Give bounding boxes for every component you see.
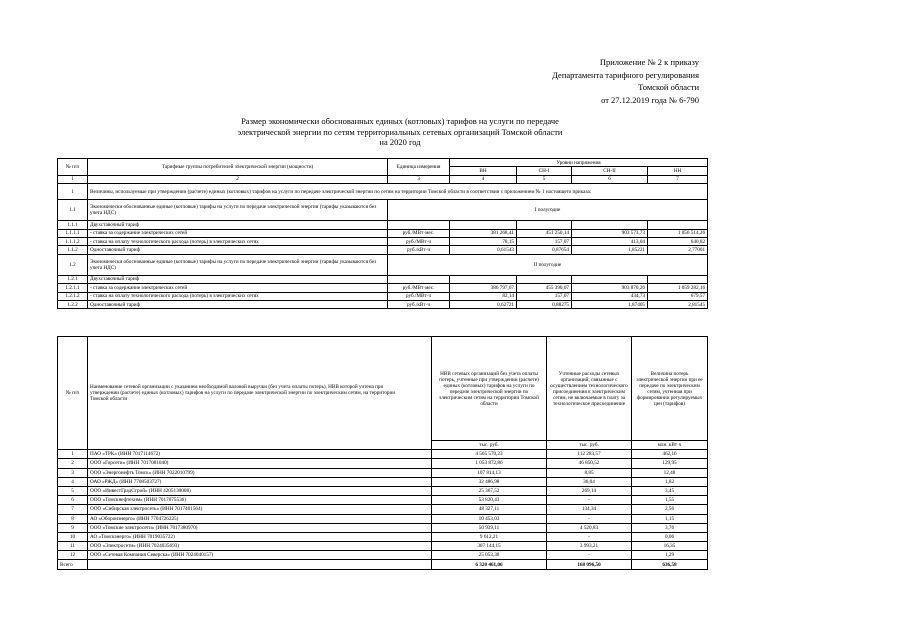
table-row <box>58 275 708 283</box>
value-cell: 78,15 <box>450 237 517 245</box>
header-expenses: Учтенные расходы сетевых организаций, связанные с осуществлением технологического присоединения к электрическим сетям, не включаемые в плату за технологическое присоединение <box>547 337 632 441</box>
org-no: 9 <box>58 523 88 532</box>
table-row <box>58 496 708 505</box>
org-expenses: 3 993,21 <box>547 542 632 551</box>
table-row <box>58 532 708 541</box>
org-name: ООО «Электросети» (ИНН 7024035693) <box>88 542 432 551</box>
header-losses: Величина потерь электрической энергии при ее передаче по электрическим сетям, учтенная при формировании регулируемых цен (тарифов) <box>632 337 708 441</box>
table-row <box>58 200 708 221</box>
org-nvv: 1 053 872,86 <box>432 459 547 468</box>
row-no: 1.2.1.2 <box>58 292 88 300</box>
org-nvv: 4 565 570,23 <box>432 450 547 459</box>
row-unit: руб./МВт·ч <box>388 237 450 245</box>
org-name: АО «Томскэнерго» (ИНН 7019035722) <box>88 532 432 541</box>
value-cell: 386 797,67 <box>450 284 517 292</box>
organizations-header-row <box>58 337 708 441</box>
org-nvv: 50 939,11 <box>432 523 547 532</box>
org-no: 6 <box>58 496 88 505</box>
organizations-table <box>57 336 708 570</box>
row-unit: руб./кВт·ч <box>388 300 450 308</box>
unit-losses: млн. кВт·ч <box>632 441 708 450</box>
row-no: 1.1.1 <box>58 221 88 229</box>
document-title <box>180 116 620 148</box>
total-label: Всего <box>58 560 88 569</box>
value-cell: 455 390,07 <box>517 284 572 292</box>
col-num: 3 <box>388 175 450 183</box>
row-unit: руб./МВт·мес. <box>388 229 450 237</box>
table-row <box>58 486 708 495</box>
org-no: 7 <box>58 505 88 514</box>
org-name: ООО «ИнвестГрадСтрой» (ИНН 4205130008) <box>88 486 432 495</box>
total-row <box>58 560 708 569</box>
annex-line-1: Приложение № 2 к приказу <box>599 57 699 67</box>
org-name: ООО «Энергонефть Томск» (ИНН 7022010799) <box>88 468 432 477</box>
title-line-2: электрической энергии по сетям территориальных сетевых организаций Томской области <box>237 126 563 137</box>
row-no: 1.1.1.1 <box>58 229 88 237</box>
org-losses: 1,82 <box>632 477 708 486</box>
col-num: 7 <box>648 175 708 183</box>
row-text: Экономически обоснованные единые (котловые) тарифы на услуги по передаче электрической энергии (тарифы указываются без учета НДС) <box>88 254 388 275</box>
col-num: 5 <box>517 175 572 183</box>
table-row <box>58 514 708 523</box>
half-year-label: II полугодие <box>388 254 708 275</box>
org-expenses: 269,14 <box>547 486 632 495</box>
org-expenses: - <box>547 551 632 560</box>
table-row <box>58 221 708 229</box>
column-number-row <box>58 175 708 183</box>
row-no: 1.2.2 <box>58 300 88 308</box>
org-expenses: 4 520,83 <box>547 523 632 532</box>
row-no: 1.2.1.1 <box>58 284 88 292</box>
org-expenses: - <box>547 496 632 505</box>
table-row <box>58 468 708 477</box>
table-row <box>58 551 708 560</box>
org-losses: 3,76 <box>632 523 708 532</box>
value-cell: 1 056 514,26 <box>648 229 708 237</box>
table-row <box>58 477 708 486</box>
value-cell: 157,07 <box>517 237 572 245</box>
value-cell: 0,61543 <box>450 246 517 254</box>
org-no: 5 <box>58 486 88 495</box>
row-text: Величины, используемые при утверждении (расчете) единых (котловых) тарифов на услуги по передаче электрической энергии по сетям на территории Томской области в соответствии с приложением № 1 настоящего приказа: <box>88 184 708 200</box>
table-row <box>58 246 708 254</box>
title-line-1: Размер экономически обоснованных единых (котловых) тарифов на услуги по передаче <box>241 116 559 126</box>
value-cell: 1,85221 <box>572 246 648 254</box>
row-unit: руб./МВт·мес. <box>388 284 450 292</box>
row-unit: руб./кВт·ч <box>388 246 450 254</box>
row-no: 1.1.2 <box>58 246 88 254</box>
col-num: 2 <box>88 175 388 183</box>
org-nvv: 25 053,30 <box>432 551 547 560</box>
value-cell: 381 268,41 <box>450 229 517 237</box>
value-cell: 0,62721 <box>450 300 517 308</box>
org-nvv: 9 612,21 <box>432 532 547 541</box>
org-expenses: 134,34 <box>547 505 632 514</box>
header-groups: Тарифные группы потребителей электрической энергии (мощности) <box>88 159 388 176</box>
row-no: 1.1 <box>58 200 88 221</box>
row-unit: руб./МВт·ч <box>388 292 450 300</box>
tariff-table <box>57 158 708 309</box>
table-row <box>58 450 708 459</box>
org-losses: 462,16 <box>632 450 708 459</box>
org-losses: 1,15 <box>632 514 708 523</box>
org-nvv: 307 144,15 <box>432 542 547 551</box>
value-cell: 451 250,14 <box>517 229 572 237</box>
unit-expenses: тыс. руб. <box>547 441 632 450</box>
table-row <box>58 254 708 275</box>
level-sn1: СН-I <box>517 167 572 175</box>
org-nvv: 10 453,03 <box>432 514 547 523</box>
annex-header <box>499 56 699 106</box>
org-no: 8 <box>58 514 88 523</box>
value-cell: 0,88275 <box>517 300 572 308</box>
org-name: ООО «Сибирская электросеть» (ИНН 7017401564) <box>88 505 432 514</box>
value-cell: 82,14 <box>450 292 517 300</box>
value-cell: 640,82 <box>648 237 708 245</box>
total-losses: 636,58 <box>632 560 708 569</box>
org-name: ООО «Томскнефтехим» (ИНН 7017075536) <box>88 496 432 505</box>
org-expenses: - <box>547 514 632 523</box>
table-row <box>58 229 708 237</box>
org-losses: 1,29 <box>632 551 708 560</box>
header-unit: Единица измерения <box>388 159 450 176</box>
org-name: АО «Оборонэнерго» (ИНН 7704726225) <box>88 514 432 523</box>
total-expenses: 168 096,50 <box>547 560 632 569</box>
value-cell: 434,73 <box>572 292 648 300</box>
value-cell: 679,57 <box>648 292 708 300</box>
row-no: 1.1.1.2 <box>58 237 88 245</box>
table-row <box>58 284 708 292</box>
org-no: 3 <box>58 468 88 477</box>
org-no: 10 <box>58 532 88 541</box>
org-name: ООО «Сетевая Компания Северска» (ИНН 7024040157) <box>88 551 432 560</box>
level-vn: ВН <box>450 167 517 175</box>
table-row <box>58 292 708 300</box>
organization-rows <box>58 450 708 560</box>
org-losses: 16,35 <box>632 542 708 551</box>
value-cell: 157,07 <box>517 292 572 300</box>
table-row <box>58 184 708 200</box>
row-no: 1.2 <box>58 254 88 275</box>
org-nvv: 53 820,43 <box>432 496 547 505</box>
org-expenses: 112 283,57 <box>547 450 632 459</box>
org-nvv: 48 327,11 <box>432 505 547 514</box>
org-nvv: 32 486,98 <box>432 477 547 486</box>
annex-line-3: Томской области <box>638 82 699 92</box>
table-row <box>58 300 708 308</box>
org-expenses: 46 850,52 <box>547 459 632 468</box>
org-no: 12 <box>58 551 88 560</box>
unit-nvv: тыс. руб. <box>432 441 547 450</box>
row-text: Двухставочный тариф <box>88 275 388 283</box>
row-text: Одноставочный тариф <box>88 246 388 254</box>
org-name: ПАО «ТРК» (ИНН 7017114672) <box>88 450 432 459</box>
value-cell: 903 573,73 <box>572 229 648 237</box>
value-cell: 0,87654 <box>517 246 572 254</box>
org-losses: 1,55 <box>632 496 708 505</box>
table-row <box>58 237 708 245</box>
total-nvv: 6 320 461,06 <box>432 560 547 569</box>
header-no: № п/п <box>58 337 88 450</box>
org-name: ООО «Томские электросети» (ИНН 7017380970) <box>88 523 432 532</box>
org-expenses: 8,85 <box>547 468 632 477</box>
col-num: 4 <box>450 175 517 183</box>
table-row <box>58 542 708 551</box>
org-name: ОАО «РЖД» (ИНН 7708503727) <box>88 477 432 486</box>
org-no: 4 <box>58 477 88 486</box>
org-nvv: 25 367,52 <box>432 486 547 495</box>
org-no: 1 <box>58 450 88 459</box>
row-text: - ставка на оплату технологического расхода (потерь) в электрических сетях <box>88 237 388 245</box>
half-year-label: I полугодие <box>388 200 708 221</box>
col-num: 1 <box>58 175 88 183</box>
header-levels: Уровни напряжения <box>450 159 708 167</box>
org-losses: 12,48 <box>632 468 708 477</box>
org-no: 11 <box>58 542 88 551</box>
value-cell: 1,87405 <box>572 300 648 308</box>
table-row <box>58 523 708 532</box>
row-no: 1 <box>58 184 88 200</box>
value-cell: 903 870,26 <box>572 284 648 292</box>
org-losses: 129,95 <box>632 459 708 468</box>
level-nn: НН <box>648 167 708 175</box>
table-row <box>58 459 708 468</box>
org-no: 2 <box>58 459 88 468</box>
header-no: № п/п <box>58 159 88 176</box>
row-no: 1.2.1 <box>58 275 88 283</box>
row-text: - ставка на оплату технологического расхода (потерь) в электрических сетях <box>88 292 388 300</box>
org-expenses: 36,04 <box>547 477 632 486</box>
org-losses: 0,06 <box>632 532 708 541</box>
header-nvv: НВВ сетевых организаций без учета оплаты потерь, учтенные при утверждении (расчете) единых (котловых) тарифов на услуги по передаче электрической энергии по электрическим сетям на территории Томской области <box>432 337 547 441</box>
header-name: Наименование сетевой организации с указанием необходимой валовой выручки (без учета оплаты потерь), НВВ которой учтена при утверждении (расчете) единых (котловых) тарифов на услуги по передаче электрической энергии по электрическим сетям, на территории Томской области <box>88 337 432 450</box>
org-losses: 2,56 <box>632 505 708 514</box>
annex-line-2: Департамента тарифного регулирования <box>552 69 699 80</box>
value-cell: 1 059 282,16 <box>648 284 708 292</box>
row-text: Экономически обоснованные единые (котловые) тарифы на услуги по передаче электрической энергии (тарифы указываются без учета НДС) <box>88 200 388 221</box>
level-sn2: СН-II <box>572 167 648 175</box>
org-nvv: 107 814,13 <box>432 468 547 477</box>
row-text: - ставка за содержание электрических сетей <box>88 284 388 292</box>
annex-line-4: от 27.12.2019 года № 6-790 <box>601 94 699 105</box>
org-losses: 3,45 <box>632 486 708 495</box>
col-num: 6 <box>572 175 648 183</box>
table-row <box>58 505 708 514</box>
value-cell: 2,77001 <box>648 246 708 254</box>
org-expenses: - <box>547 532 632 541</box>
value-cell: 413,04 <box>572 237 648 245</box>
org-name: ООО «Горсети» (ИНН 7017081040) <box>88 459 432 468</box>
title-line-3: на 2020 год <box>379 137 421 147</box>
tariff-header-row <box>58 159 708 167</box>
value-cell: 2,81545 <box>648 300 708 308</box>
row-text: - ставка за содержание электрических сетей <box>88 229 388 237</box>
row-text: Двухставочный тариф <box>88 221 388 229</box>
row-text: Одноставочный тариф <box>88 300 388 308</box>
